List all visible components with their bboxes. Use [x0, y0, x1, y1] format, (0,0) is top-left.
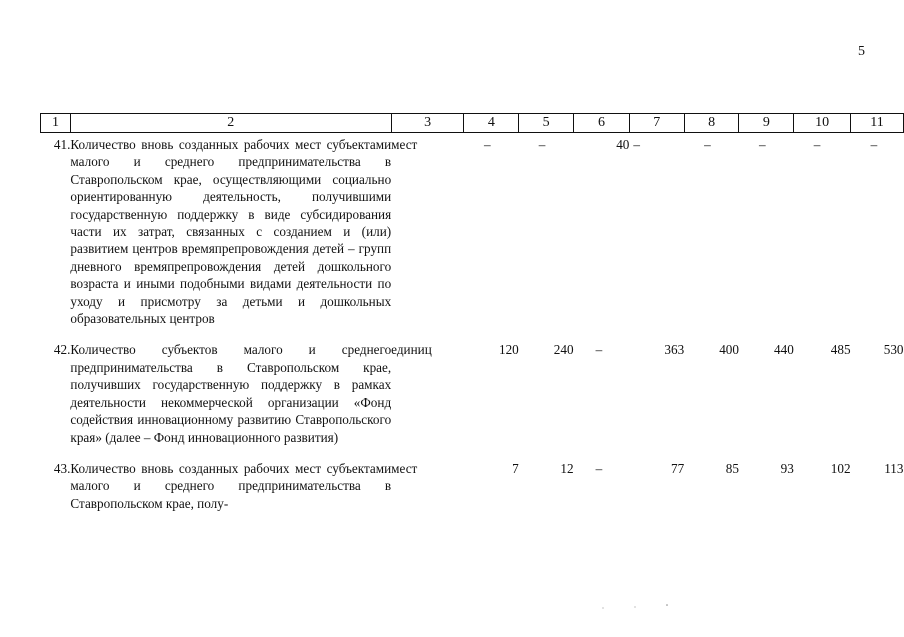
row-number: 41.: [53, 137, 71, 152]
row-value: 102: [830, 460, 851, 476]
row-value: –: [704, 137, 711, 152]
row-number: 42.: [53, 342, 71, 358]
row-value: 77: [670, 460, 685, 476]
header-cell: 10: [794, 114, 851, 133]
row-value: –: [595, 342, 603, 358]
row-value: 485: [830, 342, 851, 358]
table-row: [41, 446, 904, 512]
row-value: 7: [512, 460, 519, 476]
row-value: –: [538, 137, 546, 152]
header-cell: 8: [684, 114, 739, 133]
header-cell: 9: [739, 114, 794, 133]
row-value: 240: [553, 342, 574, 358]
header-cell: 1: [41, 114, 71, 133]
header-cell: 4: [464, 114, 519, 133]
row-value: 93: [780, 460, 794, 476]
row-value: 12: [560, 460, 574, 476]
row-value: 85: [725, 460, 739, 476]
header-cell: 2: [70, 114, 391, 133]
row-unit: мест: [391, 460, 418, 476]
page-number: 5: [858, 44, 865, 59]
header-cell: 6: [574, 114, 630, 133]
indicators-table: [40, 113, 904, 512]
row-number: 43.: [53, 460, 71, 476]
row-unit: единиц: [391, 342, 432, 358]
header-cell: 7: [629, 114, 684, 133]
column-number-header: [41, 114, 904, 133]
header-cell: 11: [851, 114, 904, 133]
row-value: 440: [774, 342, 794, 358]
row-value: 363: [664, 342, 685, 358]
row-value: 400: [719, 342, 739, 358]
table-row: [41, 327, 904, 445]
row-value: 120: [498, 342, 519, 358]
row-value: –: [595, 460, 603, 476]
row-value: –: [870, 137, 878, 152]
row-description: Количество вновь созданных рабочих мест субъектами малого и среднего предпринимательства в Ставропольском крае, осуществляющими социально ориентированную деятельность, получившими государственную поддержку в виде субсидирования части их затрат, связанных с созданием и (или) развитием центров времяпрепровождения детей – групп дневного времяпрепровождения детей дошкольного возраста и иными подобными видами деятельности по уходу и присмотру за детьми и дошкольных образовательных центров: [70, 137, 392, 327]
row-description: Количество субъектов малого и среднего предпринимательства в Ставропольском крае, получивших государственную поддержку в рамках деятельности некоммерческой организации «Фонд содействия инновационному развитию Ставропольского края» (далее – Фонд инновационного развития): [70, 342, 392, 445]
table-row: [41, 133, 904, 328]
row-value: 113: [884, 460, 904, 476]
row-value: 40: [616, 137, 630, 152]
row-value: –: [813, 137, 821, 152]
row-unit: мест: [391, 137, 418, 152]
row-value: 530: [883, 342, 904, 358]
row-value: –: [758, 137, 766, 152]
scan-specks: [600, 604, 680, 610]
header-cell: 3: [391, 114, 464, 133]
header-cell: 5: [519, 114, 574, 133]
row-value: –: [633, 137, 640, 152]
row-value: –: [483, 137, 491, 152]
row-description: Количество вновь созданных рабочих мест субъектами малого и среднего предпринимательства в Ставропольском крае, полу-: [70, 460, 392, 511]
